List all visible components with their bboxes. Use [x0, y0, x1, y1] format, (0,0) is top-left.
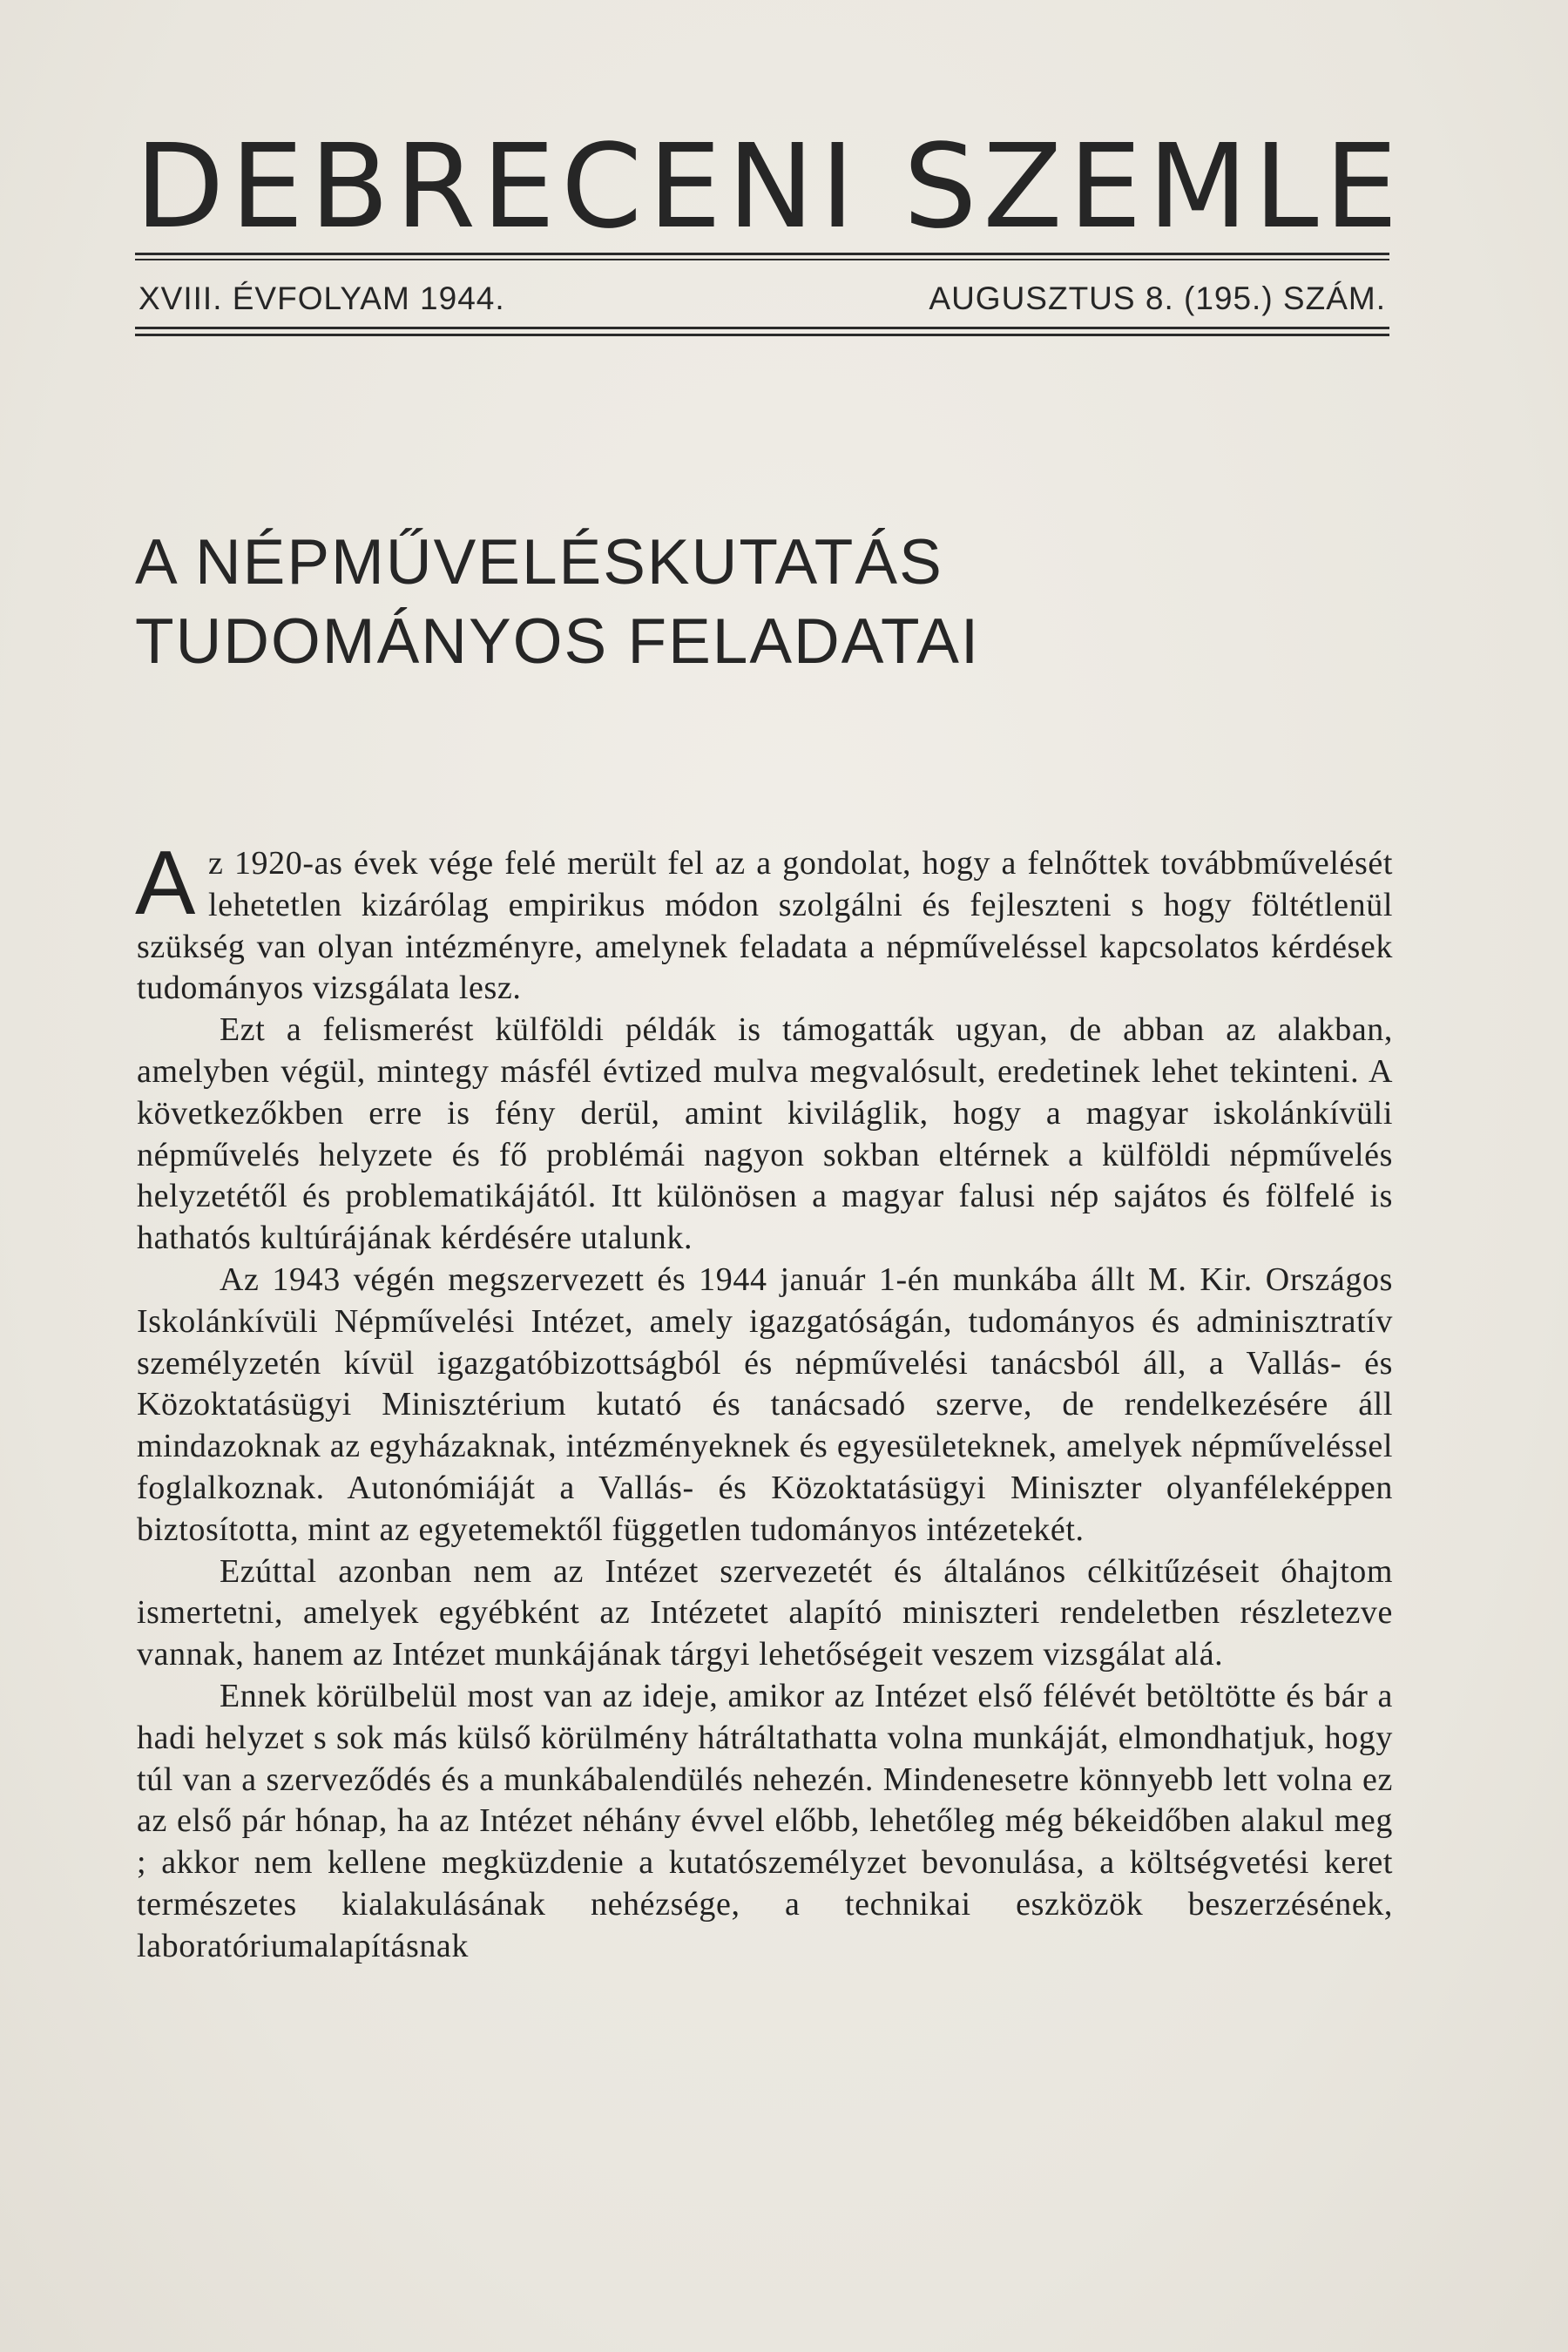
- paragraph-5: Ennek körülbelül most van az ideje, amikor az Intézet első félévét betöltötte és bár a hadi helyzet s sok más külső körülmény hátráltathatta volna munkáját, elmondhatjuk, hogy túl van a szerveződés és a munkábalendülés nehezén. Mindenesetre könnyebb lett volna ez az első pár hónap, ha az Intézet néhány évvel előbb, lehetőleg még békeidőben alakul meg ; akkor nem kellene megküzdenie a kutatószemélyzet bevonulása, a költségvetési keret természetes kialakulásának nehézsége, a technikai eszközök beszerzésének, laboratóriumalapításnak: [137, 1677, 1393, 1964]
- masthead: [135, 120, 1404, 336]
- issue-line: [135, 260, 1389, 327]
- masthead-bottom-rule: [135, 327, 1389, 336]
- journal-title: DEBRECENI SZEMLE: [135, 120, 1404, 254]
- paragraph-2: Ezt a felismerést külföldi példák is támogatták ugyan, de abban az alakban, amelyben végül, mintegy másfél évtized mulva megvalósult, eredetinek lehet tekinteni. A következőkben erre is fény derül, amint kiviláglik, hogy a magyar iskolánkívüli népművelés helyzete és fő problémái nagyon sokban eltérnek a külföldi népművelés helyzetétől és problematikájától. Itt különösen a magyar falusi nép sajátos és fölfelé is hathatós kultúrájának kérdésére utalunk.: [137, 1011, 1393, 1257]
- article-body: [135, 833, 1393, 1968]
- volume-label: XVIII. ÉVFOLYAM 1944.: [139, 280, 505, 316]
- paragraph-4: Ezúttal azonban nem az Intézet szervezetét és általános célkitűzéseit óhajtom ismertetni, amelyek egyébként az Intézetet alapító miniszteri rendeletben részletezve vannak, hanem az Intézet munkájának tárgyi lehetőségeit veszem vizsgálat alá.: [137, 1552, 1393, 1673]
- article-title: [135, 523, 1355, 681]
- paragraph-1: [135, 833, 1393, 1010]
- drop-cap: A: [135, 833, 196, 934]
- paragraph-1-text: z 1920-as évek vége felé merült fel az a gondolat, hogy a felnőttek továbbművelését lehetetlen kizárólag empirikus módon szolgálni és fejleszteni s hogy föltétlenül szükség van olyan intézményre, amelynek feladata a népműveléssel kapcsolatos kérdések tudományos vizsgálata lesz.: [137, 845, 1393, 1007]
- article-title-line-1: A NÉPMŰVELÉSKUTATÁS: [135, 527, 943, 598]
- issue-label: AUGUSZTUS 8. (195.) SZÁM.: [929, 280, 1386, 316]
- paragraph-3: Az 1943 végén megszervezett és 1944 január 1-én munkába állt M. Kir. Országos Iskolánkívüli Népművelési Intézet, amely igazgatóságán, tudományos és adminisztratív személyzetén kívül igazgatóbizottságból és népművelési tanácsból áll, a Vallás- és Közoktatásügyi Minisztérium kutató és tanácsadó szerve, de rendelkezésére áll mindazoknak az egyházaknak, intézményeknek és egyesületeknek, amelyek népműveléssel foglalkoznak. Autonómiáját a Vallás- és Közoktatásügyi Miniszter olyanféleképpen biztosította, mint az egyetemektől független tudományos intézetekét.: [137, 1260, 1393, 1548]
- article-title-line-2: TUDOMÁNYOS FELADATAI: [135, 606, 981, 677]
